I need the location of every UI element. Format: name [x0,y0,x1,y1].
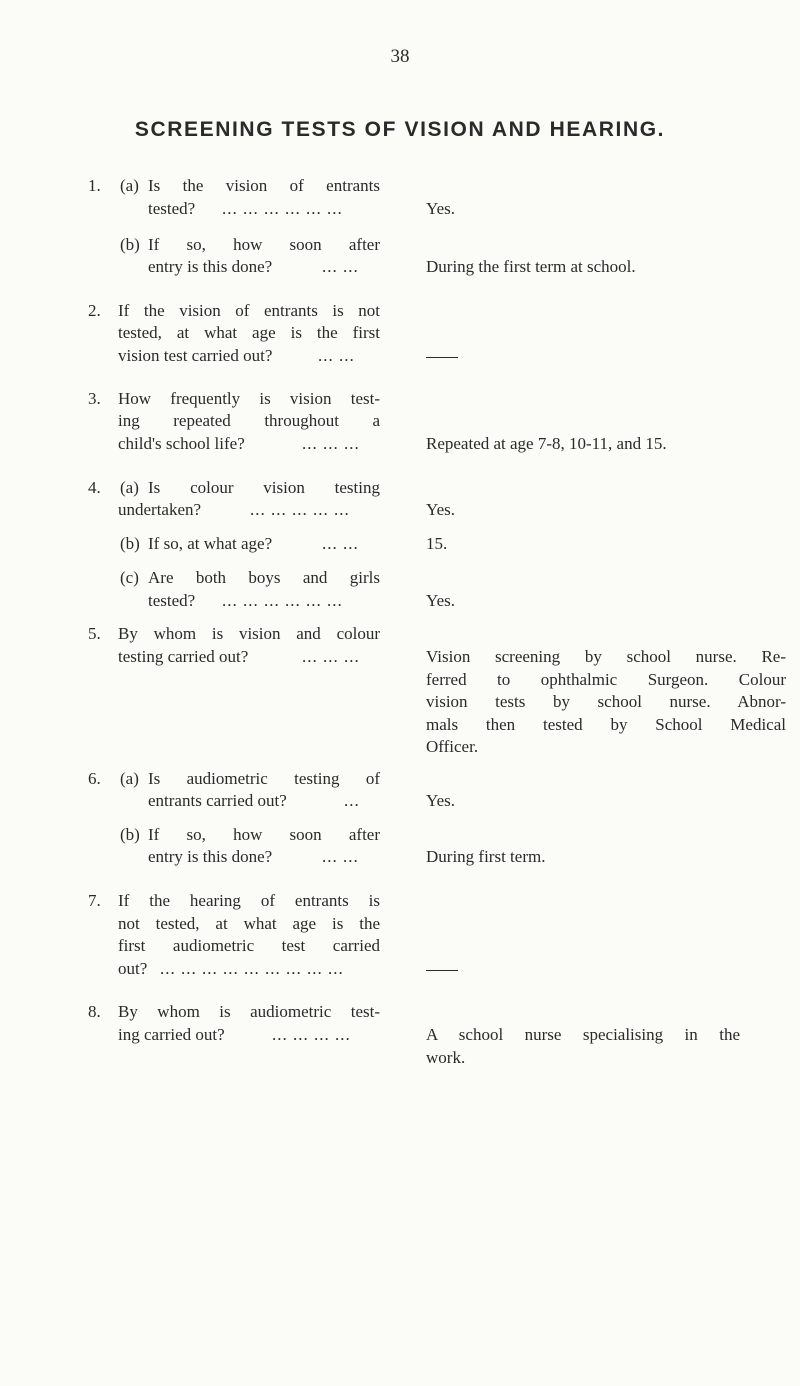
question-text: If the hearing of entrants is [118,891,380,910]
answer-7-dash [426,970,458,971]
question-text: testing carried out? [118,647,249,666]
page-number: 38 [390,46,410,67]
question-number: 3. [88,389,101,408]
question-text: How frequently is vision test- [118,389,380,408]
question-text: Is the vision of entrants [148,176,380,195]
dot-leader: ... ... ... ... ... ... [222,199,343,218]
question-number: 6. [88,769,101,788]
question-text: Is audiometric testing of [148,769,380,788]
answer-8 [426,1024,740,1069]
answer-line: ferred to ophthalmic Surgeon. Colour [426,669,786,689]
answer-line: mals then tested by School Medical [426,714,786,734]
answer-1b: During the first term at school. [426,257,636,276]
question-text: first audiometric test carried [118,936,380,955]
question-text: If so, how soon after [148,235,380,254]
page-title: SCREENING TESTS OF VISION AND HEARING. [134,118,666,141]
question-text: Is colour vision testing [148,478,380,497]
dot-leader: ... ... [322,534,359,553]
question-text: If so, how soon after [148,825,380,844]
answer-3: Repeated at age 7-8, 10-11, and 15. [426,434,667,453]
answer-6b: During first term. [426,847,546,866]
question-text: tested, at what age is the first [118,323,380,342]
sub-label-a: (a) [120,478,139,497]
dot-leader: ... ... ... [302,647,360,666]
question-text: ing repeated throughout a [118,411,380,430]
answer-1a: Yes. [426,199,455,218]
sub-label-c: (c) [120,568,139,587]
question-number: 1. [88,176,101,195]
question-text: ing carried out? [118,1025,225,1044]
question-text: vision test carried out? [118,346,273,365]
question-number: 8. [88,1002,101,1021]
question-text: If the vision of entrants is not [118,301,380,320]
answer-4c: Yes. [426,591,455,610]
question-text: tested? [148,591,196,610]
dot-leader: ... ... ... ... ... [250,500,350,519]
question-text: entrants carried out? [148,791,287,810]
question-text: not tested, at what age is the [118,914,380,933]
answer-line: A school nurse specialising in the [426,1025,740,1044]
dot-leader: ... [344,791,360,810]
answer-4b: 15. [426,534,448,553]
dot-leader: ... ... [322,847,359,866]
sub-label-b: (b) [120,825,140,844]
dot-leader: ... ... [318,346,355,365]
question-text: Are both boys and girls [148,568,380,587]
question-number: 4. [88,478,101,497]
dot-leader: ... ... [322,257,359,276]
answer-5 [426,646,786,759]
sub-label-b: (b) [120,534,140,553]
sub-label-a: (a) [120,176,139,195]
dot-leader: ... ... ... ... [272,1025,351,1044]
question-text: By whom is audiometric test- [118,1002,380,1021]
dot-leader: ... ... ... ... ... ... ... ... ... [160,959,344,978]
question-text: If so, at what age? [148,534,273,553]
question-text: child's school life? [118,434,245,453]
question-number: 5. [88,624,101,643]
dot-leader: ... ... ... [302,434,360,453]
question-number: 2. [88,301,101,320]
answer-line: work. [426,1047,466,1067]
answer-2-dash [426,357,458,358]
question-number: 7. [88,891,101,910]
answer-line: Vision screening by school nurse. Re- [426,647,786,666]
sub-label-b: (b) [120,235,140,254]
question-text: tested? [148,199,196,218]
question-text: By whom is vision and colour [118,624,380,643]
answer-4a: Yes. [426,500,455,519]
question-text: entry is this done? [148,257,273,276]
answer-6a: Yes. [426,791,455,810]
dot-leader: ... ... ... ... ... ... [222,591,343,610]
question-text: entry is this done? [148,847,273,866]
question-text: undertaken? [118,500,202,519]
answer-line: vision tests by school nurse. Abnor- [426,692,786,711]
sub-label-a: (a) [120,769,139,788]
answer-line: Officer. [426,737,479,756]
question-text: out? [118,959,148,978]
